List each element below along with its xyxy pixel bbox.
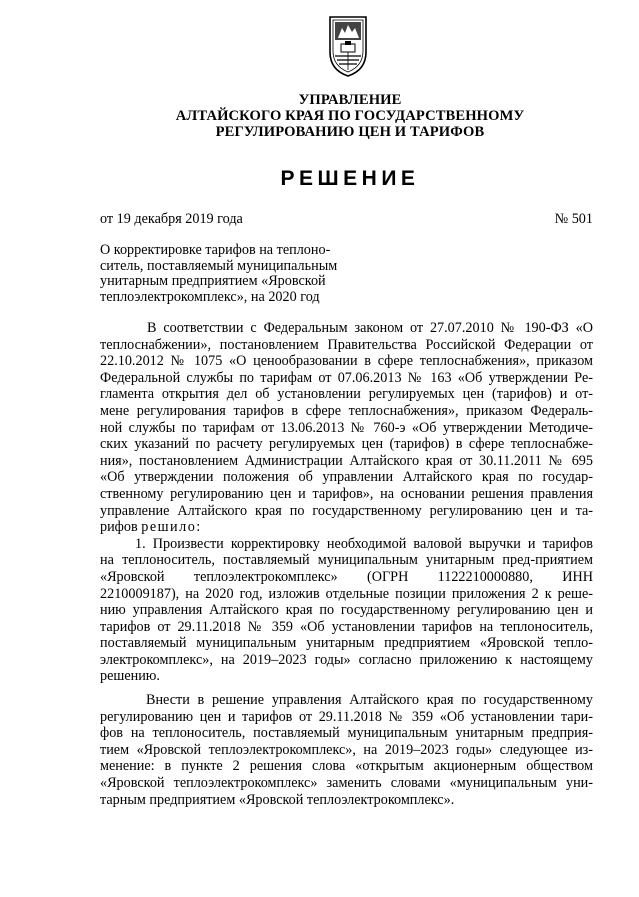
coat-of-arms-icon	[326, 14, 370, 78]
item-1-line: электрокомплекс», на 2019–2023 годы» согласно приложению к настоящему	[100, 651, 593, 668]
item-1-line: решению.	[100, 668, 160, 685]
item-1-line: 1. Произвести корректировку необходимой валовой выручки и тарифов	[135, 535, 593, 552]
subject-line: унитарным предприятием «Яровской	[100, 273, 326, 289]
body-line: «Об утверждении положения об управлении Алтайского края по государ-	[100, 469, 593, 486]
org-name-line-2: АЛТАЙСКОГО КРАЯ ПО ГОСУДАРСТВЕННОМУ	[175, 108, 525, 124]
org-name-line-1: УПРАВЛЕНИЕ	[298, 92, 402, 108]
body-line: ственному регулированию цен и тарифов», на основании решения правления	[100, 485, 593, 502]
item-2-line: тием «Яровской теплоэлектрокомплекс», на 2019–2023 годы» следующее из-	[100, 741, 593, 758]
body-line: управление Алтайского края по государственному регулированию цен и та-	[100, 502, 593, 519]
item-1-line: «Яровской теплоэлектрокомплекс» (ОГРН 1122210000880, ИНН	[100, 568, 593, 585]
subject-line: ситель, поставляемый муниципальным	[100, 257, 338, 274]
decision-number: № 501	[554, 211, 593, 227]
body-line: ских указаний по расчету регулируемых цен (тарифов) в сфере теплоснабже-	[100, 436, 593, 453]
decision-body	[100, 320, 593, 808]
decision-subject	[100, 243, 350, 305]
item-2-line: фов на теплоноситель, поставляемый муниципальным унитарным предприя-	[100, 725, 593, 742]
body-line: 22.10.2012 № 1075 «О ценообразовании в сфере теплоснабжения», приказом	[100, 353, 593, 370]
item-2-line: тарным предприятием «Яровской теплоэлектрокомплекс».	[100, 791, 455, 808]
body-line: Федеральной службы по тарифам от 07.06.2013 № 163 «Об утверждении Ре-	[100, 369, 593, 386]
org-name-line-3: РЕГУЛИРОВАНИЮ ЦЕН И ТАРИФОВ	[215, 124, 485, 140]
item-1-line: на теплоноситель, поставляемый муниципальным унитарным пред-приятием	[100, 552, 593, 569]
item-1-line: тарифов от 29.11.2018 № 359 «Об установлении тарифов на теплоноситель,	[100, 618, 593, 635]
body-line: теплоснабжении», постановлением Правительства Российской Федерации от	[100, 336, 593, 353]
item-2-line: менение: в пункте 2 решения слова «открытым акционерным обществом	[100, 758, 593, 775]
body-line: В соответствии с Федеральным законом от 27.07.2010 № 190-ФЗ «О	[147, 320, 593, 336]
body-line: ния», постановлением Администрации Алтайского края от 30.11.2011 № 695	[100, 452, 593, 469]
item-1-line: 2210009187), на 2020 год, изложив отдельные позиции приложения 2 к реше-	[100, 585, 593, 602]
body-line: гламента открытия дел об установлении регулируемых цен (тарифов) и от-	[100, 386, 593, 403]
subject-line: теплоэлектрокомплекс», на 2020 год	[100, 288, 320, 305]
item-2-line: «Яровской теплоэлектрокомплекс» заменить словами «муниципальным уни-	[100, 775, 593, 792]
resolved-word: решило:	[141, 519, 202, 536]
body-line-prefix: рифов	[100, 519, 138, 536]
body-line: мене регулирования тарифов в сфере теплоснабжения», приказом Федераль-	[100, 402, 593, 419]
document-title: РЕШЕНИЕ	[280, 167, 420, 190]
body-line	[100, 519, 593, 536]
item-2-line: регулированию цен и тарифов от 29.11.2018 № 359 «Об установлении тари-	[100, 708, 593, 725]
decision-date: от 19 декабря 2019 года	[100, 211, 243, 227]
subject-line: О корректировке тарифов на теплоно-	[100, 242, 331, 258]
item-1-line: нию управления Алтайского края по государственному регулированию цен и	[100, 602, 593, 619]
body-line: ной службы по тарифам от 13.06.2013 № 760-э «Об утверждении Методиче-	[100, 419, 593, 436]
item-1-line: поставляемый муниципальным унитарным предприятием «Яровской тепло-	[100, 635, 593, 652]
item-2-line: Внести в решение управления Алтайского края по государственному	[146, 692, 593, 709]
